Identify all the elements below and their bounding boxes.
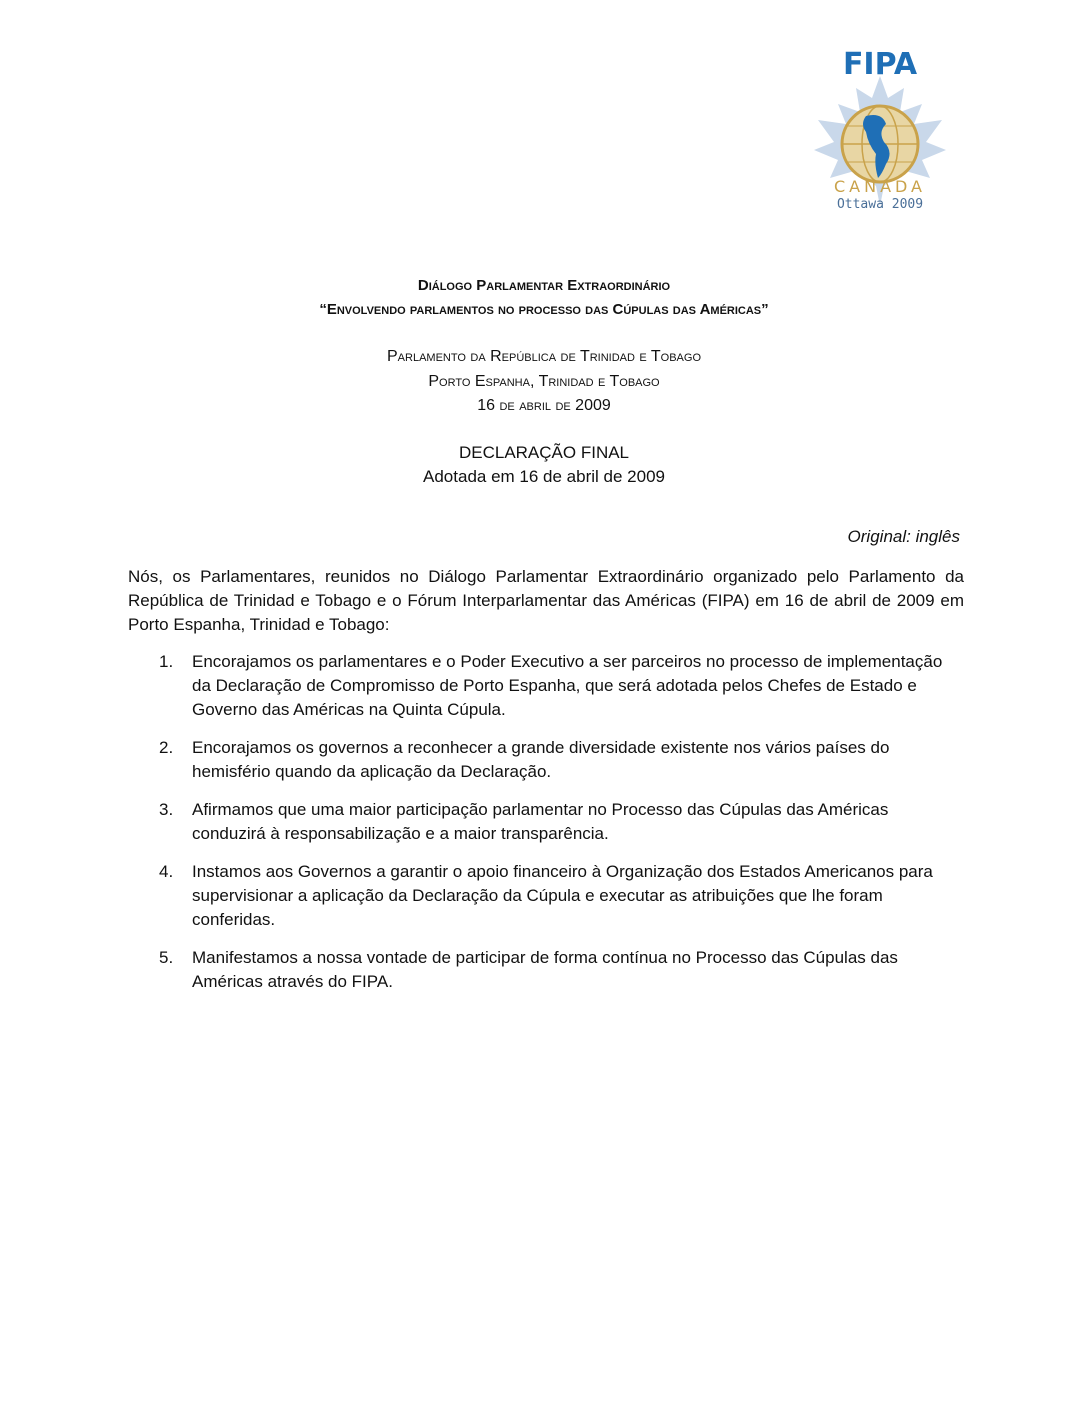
item-number: 4. [159,862,174,881]
logo-event: Ottawa 2009 [836,197,924,212]
item-number: 3. [159,800,174,819]
fipa-logo [782,46,978,224]
list-item [128,736,964,784]
logo-brand: FIPA [842,47,918,82]
fipa-logo-graphic [782,46,978,224]
item-number: 2. [159,738,174,757]
location-line: Porto Espanha, Trinidad e Tobago [428,373,660,390]
list-item [128,860,964,932]
logo-country: CANADA [833,177,927,196]
original-language-note: Original: inglês [847,527,960,546]
list-item [128,650,964,722]
list-item [128,798,964,846]
declaration-heading: DECLARAÇÃO FINAL [458,443,630,462]
document-title: Diálogo Parlamentar Extraordinário [417,277,671,294]
venue-line: Parlamento da República de Trinidad e Tobago [387,348,701,365]
list-item [128,946,964,994]
item-text: Encorajamos os governos a reconhecer a grande diversidade existente nos vários países do hemisfério quando da aplicação da Declaração. [192,738,890,781]
item-number: 1. [159,652,174,671]
document-subtitle: “Envolvendo parlamentos no processo das Cúpulas das Américas” [319,301,769,318]
declaration-list [128,650,964,1008]
item-text: Afirmamos que uma maior participação parlamentar no Processo das Cúpulas das Américas conduzirá à responsabilização e a maior transparência. [192,800,889,843]
item-text: Instamos aos Governos a garantir o apoio financeiro à Organização dos Estados Americanos para supervisionar a aplicação da Declaração da Cúpula e executar as atribuições que lhe foram conferidas. [192,862,933,929]
item-text: Manifestamos a nossa vontade de participar de forma contínua no Processo das Cúpulas das Américas através do FIPA. [192,948,898,991]
intro-paragraph: Nós, os Parlamentares, reunidos no Diálogo Parlamentar Extraordinário organizado pelo Parlamento da República de Trinidad e Tobago e o Fórum Interparlamentar das Américas (FIPA) em 16 de abril de 2009 em Porto Espanha, Trinidad e Tobago: [128,567,964,634]
item-text: Encorajamos os parlamentares e o Poder Executivo a ser parceiros no processo de implementação da Declaração de Compromisso de Porto Espanha, que será adotada pelos Chefes de Estado e Governo das Américas na Quinta Cúpula. [192,652,943,719]
adoption-line: Adotada em 16 de abril de 2009 [423,467,665,486]
item-number: 5. [159,948,174,967]
date-line: 16 de abril de 2009 [477,397,611,414]
